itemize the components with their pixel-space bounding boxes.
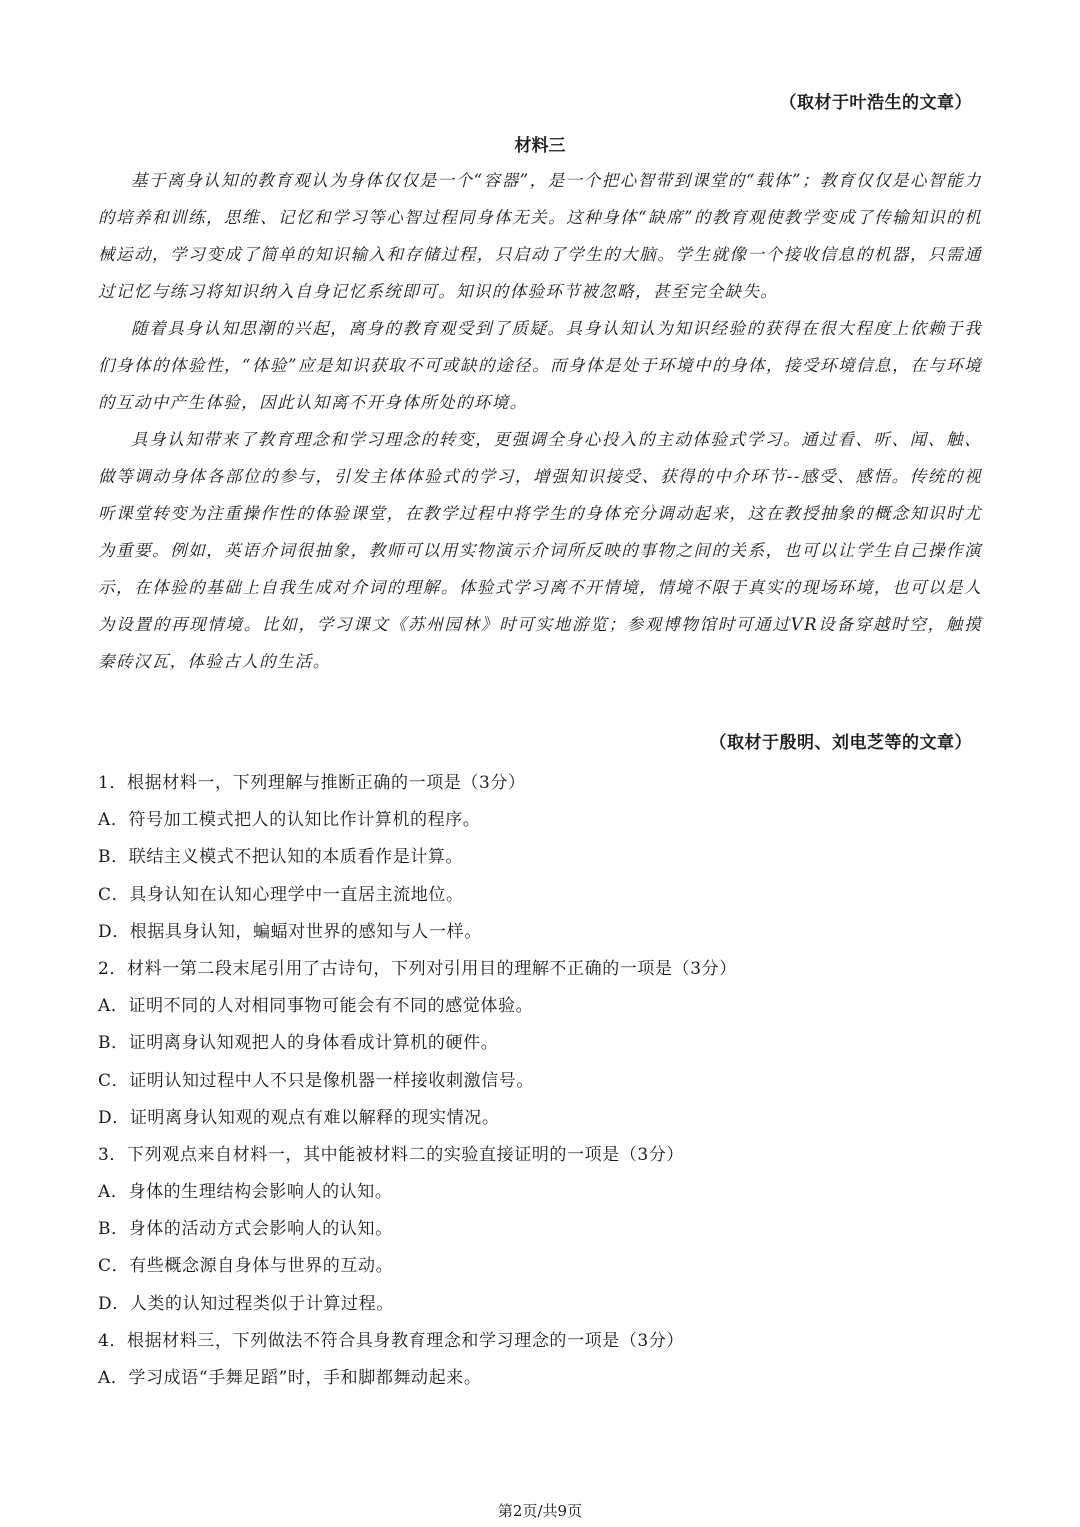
question-list [98,765,982,1397]
question-option: B．身体的活动方式会影响人的认知。 [98,1219,393,1240]
question-option: D．人类的认知过程类似于计算过程。 [98,1293,394,1314]
paragraph: 具身认知带来了教育理念和学习理念的转变，更强调全身心投入的主动体验式学习。通过看、听、闻、触、做等调动身体各部位的参与，引发主体体验式的学习，增强知识接受、获得的中介环节--感受、感悟。传统的视听课堂转变为注重操作性的体验课堂，在教学过程中将学生的身体充分调动起来，这在教授抽象的概念知识时尤为重要。例如，英语介词很抽象，教师可以用实物演示介词所反映的事物之间的关系，也可以让学生自己操作演示，在体验的基础上自我生成对介词的理解。体验式学习离不开情境，情境不限于真实的现场环境，也可以是人为设置的再现情境。比如，学习课文《苏州园林》时可实地游览；参观博物馆时可通过VR设备穿越时空，触摸秦砖汉瓦，体验古人的生活。 [98,430,982,671]
question-stem: 2．材料一第二段末尾引用了古诗句，下列对引用目的理解不正确的一项是（3分） [98,958,737,979]
question-stem: 1．根据材料一，下列理解与推断正确的一项是（3分） [98,773,526,793]
material-3-body [98,162,982,680]
section-title: 材料三 [514,136,566,156]
source-citation-1: （取材于叶浩生的文章） [779,93,972,113]
question-option: A．证明不同的人对相同事物可能会有不同的感觉体验。 [98,996,534,1017]
question-option: C．证明认知过程中人不只是像机器一样接收刺激信号。 [98,1070,535,1091]
question-stem: 3．下列观点来自材料一，其中能被材料二的实验直接证明的一项是（3分） [98,1144,685,1165]
question-option: A．符号加工模式把人的认知比作计算机的程序。 [98,810,481,831]
page-number: 第2页/共9页 [497,1502,583,1520]
question-option: B．证明离身认知观把人的身体看成计算机的硬件。 [98,1033,499,1054]
source-citation-2: （取材于殷明、刘电芝等的文章） [709,733,972,753]
question-option: D．根据具身认知，蝙蝠对世界的感知与人一样。 [98,921,482,942]
question-option: A．身体的生理结构会影响人的认知。 [98,1182,393,1203]
paragraph: 基于离身认知的教育观认为身体仅仅是一个“容器”，是一个把心智带到课堂的“载体”；教育仅仅是心智能力的培养和训练，思维、记忆和学习等心智过程同身体无关。这种身体“缺席”的教育观使教学变成了传输知识的机械运动，学习变成了简单的知识输入和存储过程，只启动了学生的大脑。学生就像一个接收信息的机器，只需通过记忆与练习将知识纳入自身记忆系统即可。知识的体验环节被忽略，甚至完全缺失。 [98,171,982,301]
question-stem: 4．根据材料三，下列做法不符合具身教育理念和学习理念的一项是（3分） [98,1330,685,1351]
question-option: C．有些概念源自身体与世界的互动。 [98,1256,394,1277]
question-option: D．证明离身认知观的观点有难以解释的现实情况。 [98,1107,500,1128]
question-option: B．联结主义模式不把认知的本质看作是计算。 [98,847,464,868]
question-option: A．学习成语“手舞足蹈”时，手和脚都舞动起来。 [98,1368,482,1388]
question-option: C．具身认知在认知心理学中一直居主流地位。 [98,884,464,905]
paragraph: 随着具身认知思潮的兴起，离身的教育观受到了质疑。具身认知认为知识经验的获得在很大程度上依赖于我们身体的体验性，“体验”应是知识获取不可或缺的途径。而身体是处于环境中的身体，接受环境信息，在与环境的互动中产生体验，因此认知离不开身体所处的环境。 [98,319,982,412]
